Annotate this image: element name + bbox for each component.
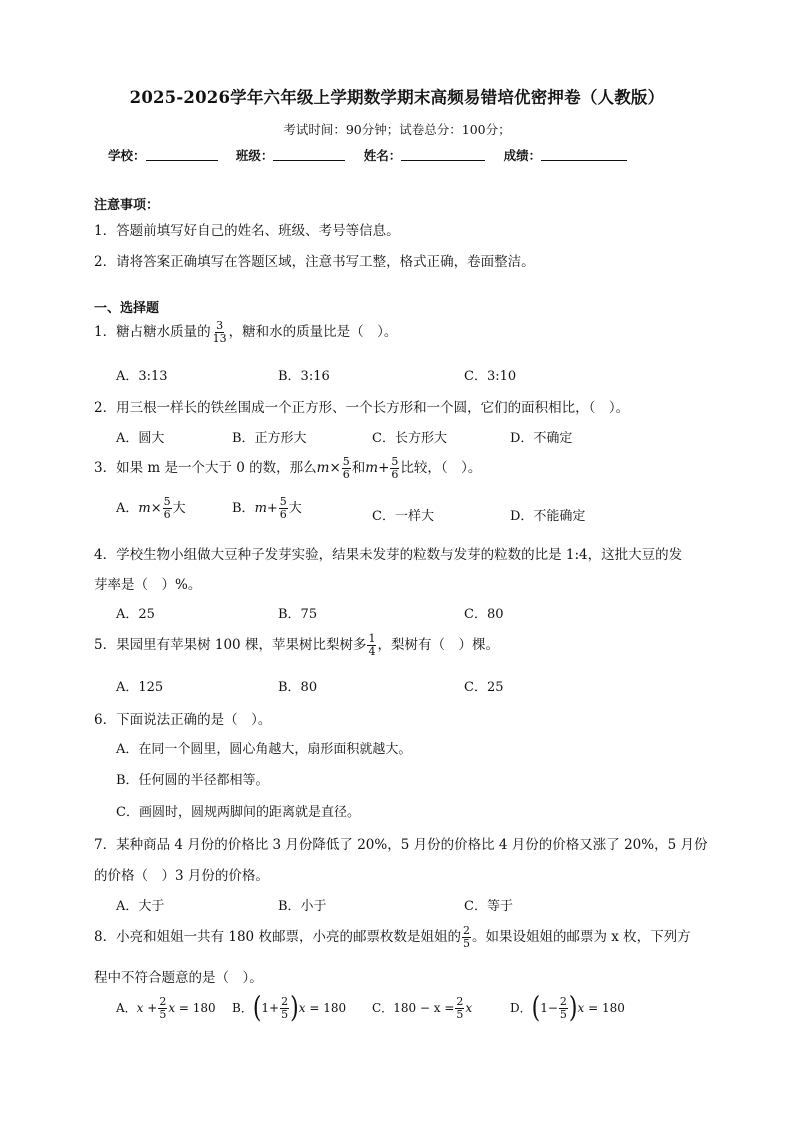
fraction: $\frac{1}{4}$ [368,632,376,658]
school-blank[interactable] [146,148,218,161]
fraction: $\frac{5}{6}$ [391,455,399,481]
note-item-1: 1．答题前填写好自己的姓名、班级、考号等信息。 [94,223,400,239]
q8-option-b[interactable]: B．(1+ $\frac{2}{5}$ )x = 180 [232,991,347,1025]
q2-option-b[interactable]: B．正方形大 [232,431,307,446]
q6-option-c[interactable]: C．画圆时，圆规两脚间的距离就是直径。 [116,805,360,820]
q5-option-a[interactable]: A．125 [116,680,164,695]
q6-option-b[interactable]: B．任何圆的半径都相等。 [116,773,269,788]
q5-option-b[interactable]: B．80 [278,680,318,695]
q7-option-b[interactable]: B．小于 [278,899,327,914]
q3-option-b[interactable]: B．m+ $\frac{5}{6}$ 大 [232,495,302,521]
score-label: 成绩： [503,148,542,163]
question-4-line-1: 4．学校生物小组做大豆种子发芽实验，结果未发芽的粒数与发芽的粒数的比是 1:4，这批大豆的发 [94,547,683,563]
class-blank[interactable] [273,148,345,161]
question-4-line-2: 芽率是（ ）%。 [94,577,202,593]
section-heading: 一、选择题 [94,301,160,316]
score-blank[interactable] [541,148,627,161]
q2-option-a[interactable]: A．圆大 [116,431,165,446]
school-label: 学校： [108,148,146,163]
page-title: 2025-2026学年六年级上学期数学期末高频易错培优密押卷（人教版） [129,88,665,107]
q2-option-c[interactable]: C．长方形大 [372,431,447,446]
q1-option-c[interactable]: C．3:10 [464,369,517,384]
name-blank[interactable] [401,148,485,161]
q4-option-b[interactable]: B．75 [278,607,318,622]
student-info-row [108,146,641,164]
question-8-line-2: 程中不符合题意的是（ ）。 [94,970,263,986]
q8-option-c[interactable]: C．180 − x = $\frac{2}{5}$ x [372,995,473,1021]
name-label: 姓名： [363,148,402,163]
question-2: 2．用三根一样长的铁丝围成一个正方形、一个长方形和一个圆，它们的面积相比，（ ）。 [94,400,630,416]
question-7-line-2: 的价格（ ）3 月份的价格。 [94,868,269,884]
class-label: 班级： [235,148,274,163]
fraction: $\frac{3}{13}$ [212,319,227,345]
fraction: $\frac{2}{5}$ [462,924,470,950]
question-1: 1．糖占糖水质量的 $\frac{3}{13}$ ，糖和水的质量比是（ ）。 [94,319,398,345]
q4-option-a[interactable]: A．25 [116,607,155,622]
q3-option-c[interactable]: C．一样大 [372,509,434,524]
question-8-line-1: 8．小亮和姐姐一共有 180 枚邮票，小亮的邮票枚数是姐姐的 $\frac{2}{5}$ 。如果设姐姐的邮票为 x 枚，下列方 [94,924,691,950]
q1-option-a[interactable]: A．3:13 [116,369,168,384]
q3-option-a[interactable]: A．m× $\frac{5}{6}$ 大 [116,495,186,521]
q8-option-a[interactable]: A．x + $\frac{2}{5}$ x = 180 [116,995,216,1021]
exam-subtitle: 考试时间：90分钟；试卷总分：100分； [283,122,511,137]
question-6: 6．下面说法正确的是（ ）。 [94,712,272,728]
q3-option-d[interactable]: D．不能确定 [510,509,586,524]
notes-heading: 注意事项： [94,198,160,213]
q8-option-d[interactable]: D．(1− $\frac{2}{5}$ )x = 180 [510,991,625,1025]
q1-option-b[interactable]: B．3:16 [278,369,330,384]
q4-option-c[interactable]: C．80 [464,607,504,622]
q6-option-a[interactable]: A．在同一个圆里，圆心角越大，扇形面积就越大。 [116,742,412,757]
q5-option-c[interactable]: C．25 [464,680,504,695]
note-item-2: 2．请将答案正确填写在答题区域，注意书写工整，格式正确，卷面整洁。 [94,254,535,270]
q7-option-c[interactable]: C．等于 [464,899,513,914]
q2-option-d[interactable]: D．不确定 [510,431,573,446]
question-3: 3．如果 m 是一个大于 0 的数，那么m× $\frac{5}{6}$ 和m+ $\frac{5}{6}$ 比较，（ ）。 [94,455,482,481]
fraction: $\frac{5}{6}$ [342,455,350,481]
question-5: 5．果园里有苹果树 100 棵，苹果树比梨树多 $\frac{1}{4}$ ，梨树有（ ）棵。 [94,632,499,658]
q7-option-a[interactable]: A．大于 [116,899,165,914]
question-7-line-1: 7．某种商品 4 月份的价格比 3 月份降低了 20%，5 月份的价格比 4 月份的价格又涨了 20%，5 月份 [94,837,708,853]
